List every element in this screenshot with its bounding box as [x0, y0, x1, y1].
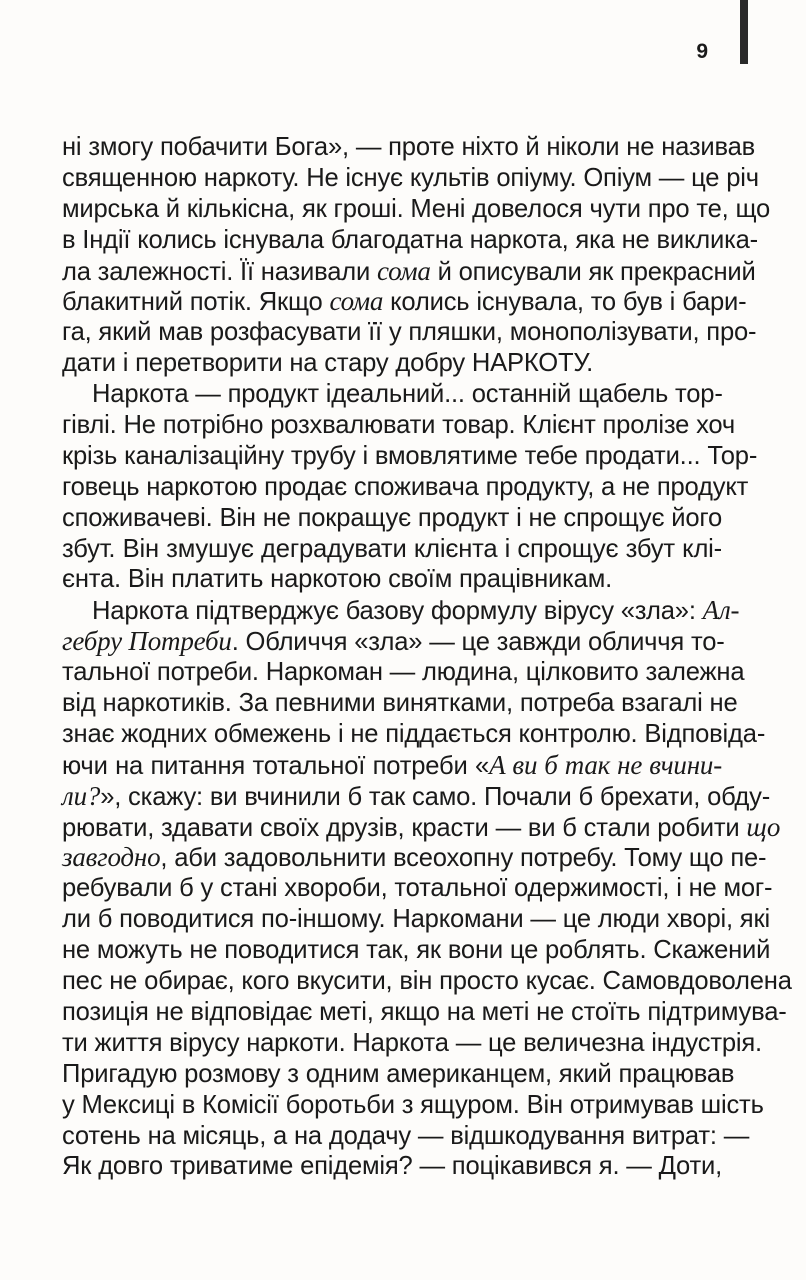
italic-text: завгодно: [62, 842, 161, 873]
text-line: тальної потреби. Наркоман — людина, цілковито залежна: [62, 658, 745, 687]
text-line: Пригадую розмову з одним американцем, який працював: [62, 1059, 735, 1088]
text-line: гебру Потреби. Обличчя «зла» — це завжди обличчя то-: [62, 626, 725, 657]
text-line: Як довго триватиме епідемія? — поцікавився я. — Доти,: [62, 1152, 723, 1181]
text-line: в Індії колись існувала благодатна наркота, яка не виклика-: [62, 225, 759, 254]
text-line: пес не обирає, кого вкусити, він просто кусає. Самовдоволена: [62, 967, 792, 996]
text-line: завгодно, аби задовольнити всеохопну потребу. Тому що пе-: [62, 842, 767, 873]
text-line: ти життя вірусу наркоти. Наркота — це величезна індустрія.: [62, 1028, 762, 1057]
text-line: збут. Він змушує деградувати клієнта і спрощує збут клі-: [62, 534, 722, 563]
text-line: Наркота — продукт ідеальний... останній щабель тор-: [92, 380, 723, 409]
text-line: рювати, здавати своїх друзів, красти — ви б стали робити що: [62, 811, 781, 842]
italic-text: Ал-: [702, 595, 740, 626]
text-line: блакитний потік. Якщо сома колись існувала, то був і бари-: [62, 286, 747, 317]
paragraph: [62, 379, 758, 595]
text-line: крізь каналізаційну трубу і вмовлятиме тебе продати... Тор-: [62, 441, 758, 470]
text-line: ні змогу побачити Бога», — проте ніхто й ніколи не називав: [62, 133, 756, 161]
text-line: у Мексиці в Комісії боротьби з ящуром. Він отримував шість: [62, 1090, 764, 1119]
text-line: говець наркотою продає споживача продукту, а не продукт: [62, 472, 749, 501]
italic-text: гебру Потреби: [62, 626, 232, 657]
italic-text: сома: [329, 286, 384, 317]
text-line: споживачеві. Він не покращує продукт і не спрощує його: [62, 503, 722, 532]
page-number: 9: [696, 40, 708, 63]
paragraph: [62, 595, 792, 1182]
italic-text: ли?: [62, 780, 101, 811]
italic-text: що: [746, 811, 781, 842]
text-line: га, який мав розфасувати її у пляшки, монополізувати, про-: [62, 318, 757, 347]
text-line: знає жодних обмежень і не піддається контролю. Відповіда-: [62, 719, 766, 748]
text-line: не можуть не поводитися так, як вони це роблять. Скажений: [62, 936, 771, 965]
text-line: ли?», скажу: ви вчинили б так само. Почали б брехати, обду-: [62, 780, 771, 811]
text-line: сотень на місяць, а на додачу — відшкодування витрат: —: [62, 1121, 750, 1150]
italic-text: сома: [376, 255, 431, 286]
text-line: мирська й кількісна, як гроші. Мені довелося чути про те, що: [62, 194, 771, 223]
text-line: позиція не відповідає меті, якщо на меті не стоїть підтримува-: [62, 997, 787, 1026]
italic-text: А ви б так не вчини-: [489, 749, 722, 780]
text-line: ла залежності. Її називали сома й описували як прекрасний: [62, 255, 756, 286]
text-line: ючи на питання тотальної потреби «А ви б так не вчини-: [62, 749, 722, 780]
text-line: ребували б у стані хвороби, тотальної одержимості, і не мог-: [62, 874, 773, 903]
text-line: єнта. Він платить наркотою своїм працівникам.: [62, 565, 613, 594]
text-line: Наркота підтверджує базову формулу вірусу «зла»: Ал-: [92, 595, 740, 626]
text-line: священною наркоту. Не існує культів опіуму. Опіум — це річ: [62, 163, 759, 192]
text-line: гівлі. Не потрібно розхвалювати товар. Клієнт пролізе хоч: [62, 411, 736, 440]
paragraph: [62, 132, 771, 379]
text-line: дати і перетворити на стару добру НАРКОТУ.: [62, 349, 594, 378]
text-line: ли б поводитися по-іншому. Наркомани — це люди хворі, які: [62, 905, 770, 934]
text-line: від наркотиків. За певними винятками, потреба взагалі не: [62, 689, 738, 718]
body-text: [62, 132, 792, 1182]
page-edge-bar: [740, 0, 748, 64]
